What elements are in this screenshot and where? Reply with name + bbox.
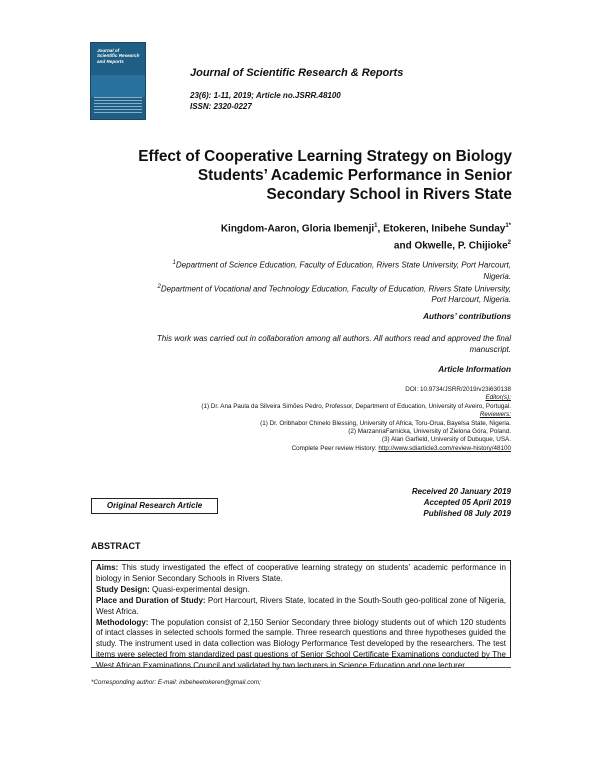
affiliation-line: Nigeria. [483,271,511,281]
title-line: Effect of Cooperative Learning Strategy on Biology [138,148,512,165]
reviewer-entry: (2) MarzannaFarnicka, University of Zielona Góra, Poland. [348,428,511,436]
abstract-design [96,585,506,596]
history-label: Complete Peer review History: [291,444,377,452]
reviewers-label: Reviewers: [479,411,511,419]
peer-review-history [81,445,511,453]
abstract-label: Methodology: [96,617,149,627]
abstract-place [96,596,506,618]
cover-title-line: and Reports [97,58,124,64]
author-sup: 1 [374,223,378,229]
paper-title [60,147,512,204]
abstract-heading: ABSTRACT [91,541,141,551]
cover-title [97,48,142,64]
published-date: Published 08 July 2019 [423,509,511,518]
reviewer-entry: (3) Alan Garfield, University of Dubuque, USA. [381,436,511,444]
abstract-aims [96,563,506,585]
journal-issn: ISSN: 2320-0227 [190,102,252,111]
journal-meta [190,90,341,112]
affiliation-line [91,282,511,295]
title-line: Secondary School in Rivers State [266,186,512,203]
doi: DOI: 10.9734/JSRR/2019/v23i630138 [405,386,511,393]
received-date: Received 20 January 2019 [411,487,511,496]
abstract-text: The population consist of 2,150 Senior Secondary three biology students out of which 120 students of intact classes in selected schools formed the sample. Three research questions and three hypotheses guided the study. The instrument used in data collection was Biology Performance Test developed by the researchers. The test items were selected from standardized past questions of Senior School Certificate Examinations conducted by The West African Examinations Council and validated by two lecturers in Science Education and one lecturer [96,617,506,671]
review-history-link[interactable]: http://www.sdiarticle3.com/review-history/48100 [378,444,511,452]
abstract-label: Place and Duration of Study: [96,595,206,605]
affiliation-text: Department of Science Education, Faculty of Education, Rivers State University, Port Harcourt, [175,260,511,270]
journal-cover-image [90,42,146,120]
article-info-heading: Article Information [438,365,511,374]
article-info [81,386,511,453]
cover-title-line: Scientific Research [97,53,140,59]
footnote-divider [91,667,511,668]
author-name: , Etokeren, Inibehe Sunday [377,223,506,235]
article-type-box: Original Research Article [91,498,218,514]
contributions-line: This work was carried out in collaboration among all authors. All authors read and approved the final [156,334,511,343]
cover-band [91,75,145,97]
affiliation-line [91,258,511,271]
author-name: Kingdom-Aaron, Gloria Ibemenji [220,223,375,235]
contributions-text [81,333,511,355]
affiliation-text: Department of Vocational and Technology Education, Faculty of Education, Rivers State University, [160,284,511,294]
title-line: Students’ Academic Performance in Senior [197,167,512,184]
author-sup: 2 [507,240,511,247]
author-name: and Okwelle, P. Chijioke [393,240,508,252]
author-list [221,219,511,254]
author-sup: 1* [505,223,511,229]
publication-dates [412,486,511,519]
abstract-text: This study investigated the effect of cooperative learning strategy on students’ academic performance in biology in Senior Secondary Schools in Rivers State. [96,563,506,583]
corresponding-author-footnote: *Corresponding author: E-mail: inibeheetokeren@gmail.com; [91,679,261,686]
abstract-label: Aims: [96,563,119,572]
editors-label: Editor(s): [485,394,511,402]
journal-citation: 23(6): 1-11, 2019; Article no.JSRR.48100 [190,91,341,100]
accepted-date: Accepted 05 April 2019 [423,498,511,507]
author-line [221,219,511,236]
cover-title-line: Journal of [97,48,120,53]
journal-name: Journal of Scientific Research & Reports [190,67,404,79]
author-line [221,236,511,253]
abstract-text: Quasi-experimental design. [149,584,250,594]
reviewer-entry: (1) Dr. Oribhabor Chinelo Blessing, University of Africa, Toru-Orua, Bayelsa State, Nigeria. [260,419,511,427]
affiliation-line: Port Harcourt, Nigeria. [431,295,511,305]
abstract-methodology [96,618,506,673]
contributions-line: manuscript. [469,345,511,354]
affiliation-sup: 1 [172,260,176,266]
abstract-box [91,560,511,671]
abstract-text: Port Harcourt, Rivers State, located in the South-South geo-political zone of Nigeria, West Africa. [96,595,506,616]
abstract-label: Study Design: [96,584,150,594]
contributions-heading: Authors’ contributions [423,312,511,321]
editor-entry: (1) Dr. Ana Paula da Silveira Simões Pedro, Professor, Department of Education, University of Aveiro, Portugal. [201,402,511,410]
cover-text-lines [94,97,142,115]
affiliation-sup: 2 [157,283,161,290]
affiliations [91,258,511,305]
